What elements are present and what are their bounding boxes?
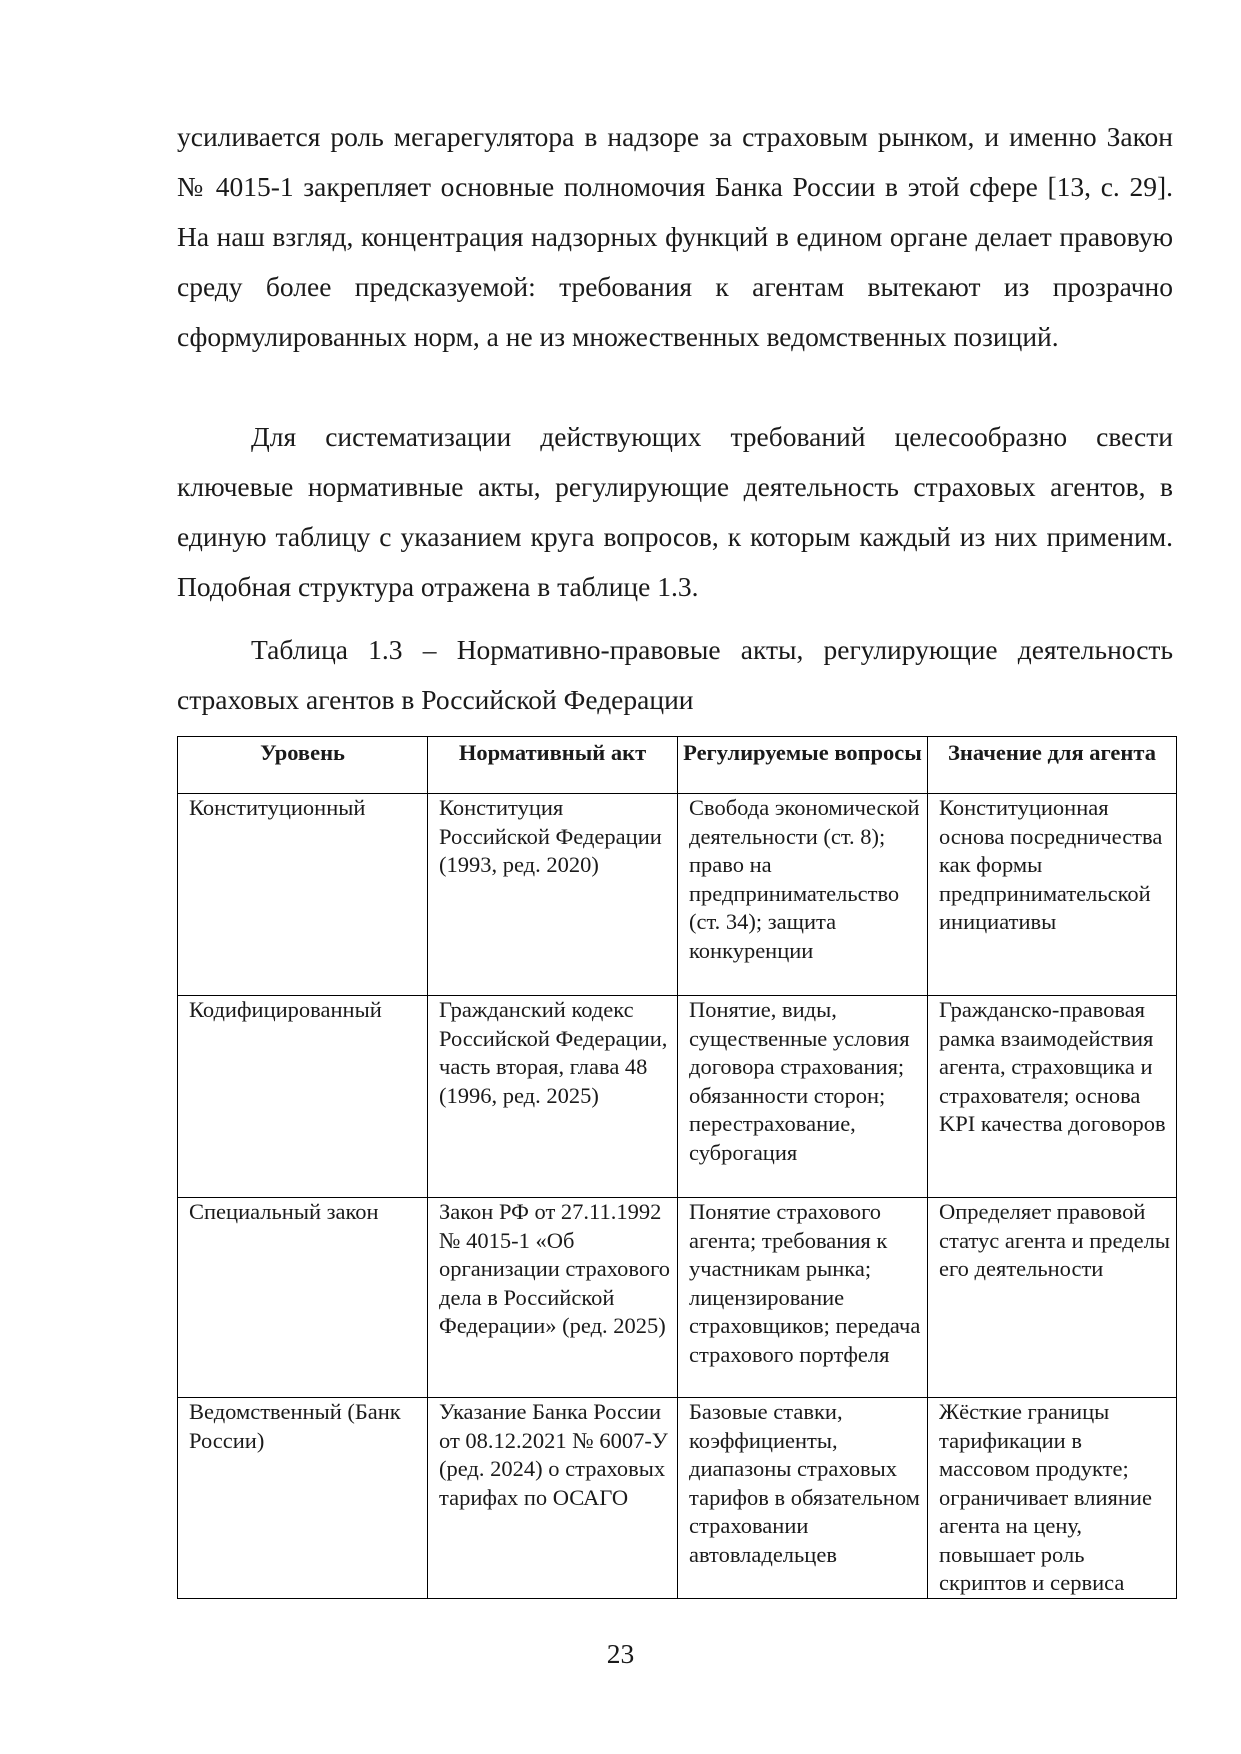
cell-act: Закон РФ от 27.11.1992 № 4015-1 «Об организации страхового дела в Российской Федерации» (ред. 2025) bbox=[428, 1198, 678, 1398]
cell-significance: Конституционная основа посредничества как формы предпринимательской инициативы bbox=[928, 794, 1177, 996]
cell-significance: Жёсткие границы тарификации в массовом продукте; ограничивает влияние агента на цену, повышает роль скриптов и сервиса bbox=[928, 1398, 1177, 1599]
regulations-table bbox=[177, 736, 1177, 1599]
table-header-row bbox=[178, 737, 1177, 794]
table-caption: Таблица 1.3 – Нормативно-правовые акты, регулирующие деятельность страховых агентов в Российской Федерации bbox=[177, 634, 1173, 715]
cell-issues: Свобода экономической деятельности (ст. 8); право на предпринимательство (ст. 34); защита конкуренции bbox=[678, 794, 928, 996]
paragraph-2: Для систематизации действующих требований целесообразно свести ключевые нормативные акты, регулирующие деятельность страховых агентов, в единую таблицу с указанием круга вопросов, к которым каждый из них применим. Подобная структура отражена в таблице 1.3. bbox=[177, 421, 1173, 602]
cell-level: Специальный закон bbox=[178, 1198, 428, 1398]
table-row bbox=[178, 1198, 1177, 1398]
cell-issues: Базовые ставки, коэффициенты, диапазоны страховых тарифов в обязательном страховании автовладельцев bbox=[678, 1398, 928, 1599]
table-row bbox=[178, 1398, 1177, 1599]
cell-issues: Понятие, виды, существенные условия договора страхования; обязанности сторон; перестрахование, суброгация bbox=[678, 996, 928, 1198]
header-level: Уровень bbox=[178, 737, 428, 794]
header-issues: Регулируемые вопросы bbox=[678, 737, 928, 794]
cell-level: Конституционный bbox=[178, 794, 428, 996]
table-row bbox=[178, 996, 1177, 1198]
table-row bbox=[178, 794, 1177, 996]
cell-issues: Понятие страхового агента; требования к участникам рынка; лицензирование страховщиков; передача страхового портфеля bbox=[678, 1198, 928, 1398]
cell-level: Ведомственный (Банк России) bbox=[178, 1398, 428, 1599]
cell-act: Конституция Российской Федерации (1993, ред. 2020) bbox=[428, 794, 678, 996]
paragraph-1: усиливается роль мегарегулятора в надзоре за страховым рынком, и именно Закон № 4015-1 закрепляет основные полномочия Банка России в этой сфере [13, с. 29]. На наш взгляд, концентрация надзорных функций в едином органе делает правовую среду более предсказуемой: требования к агентам вытекают из прозрачно сформулированных норм, а не из множественных ведомственных позиций. bbox=[177, 121, 1173, 352]
cell-significance: Определяет правовой статус агента и пределы его деятельности bbox=[928, 1198, 1177, 1398]
cell-act: Гражданский кодекс Российской Федерации, часть вторая, глава 48 (1996, ред. 2025) bbox=[428, 996, 678, 1198]
cell-act: Указание Банка России от 08.12.2021 № 6007-У (ред. 2024) о страховых тарифах по ОСАГО bbox=[428, 1398, 678, 1599]
cell-level: Кодифицированный bbox=[178, 996, 428, 1198]
page-number: 23 bbox=[606, 1638, 635, 1669]
header-significance: Значение для агента bbox=[928, 737, 1177, 794]
cell-significance: Гражданско-правовая рамка взаимодействия агента, страховщика и страхователя; основа KPI качества договоров bbox=[928, 996, 1177, 1198]
header-act: Нормативный акт bbox=[428, 737, 678, 794]
table-container bbox=[177, 736, 1176, 1599]
